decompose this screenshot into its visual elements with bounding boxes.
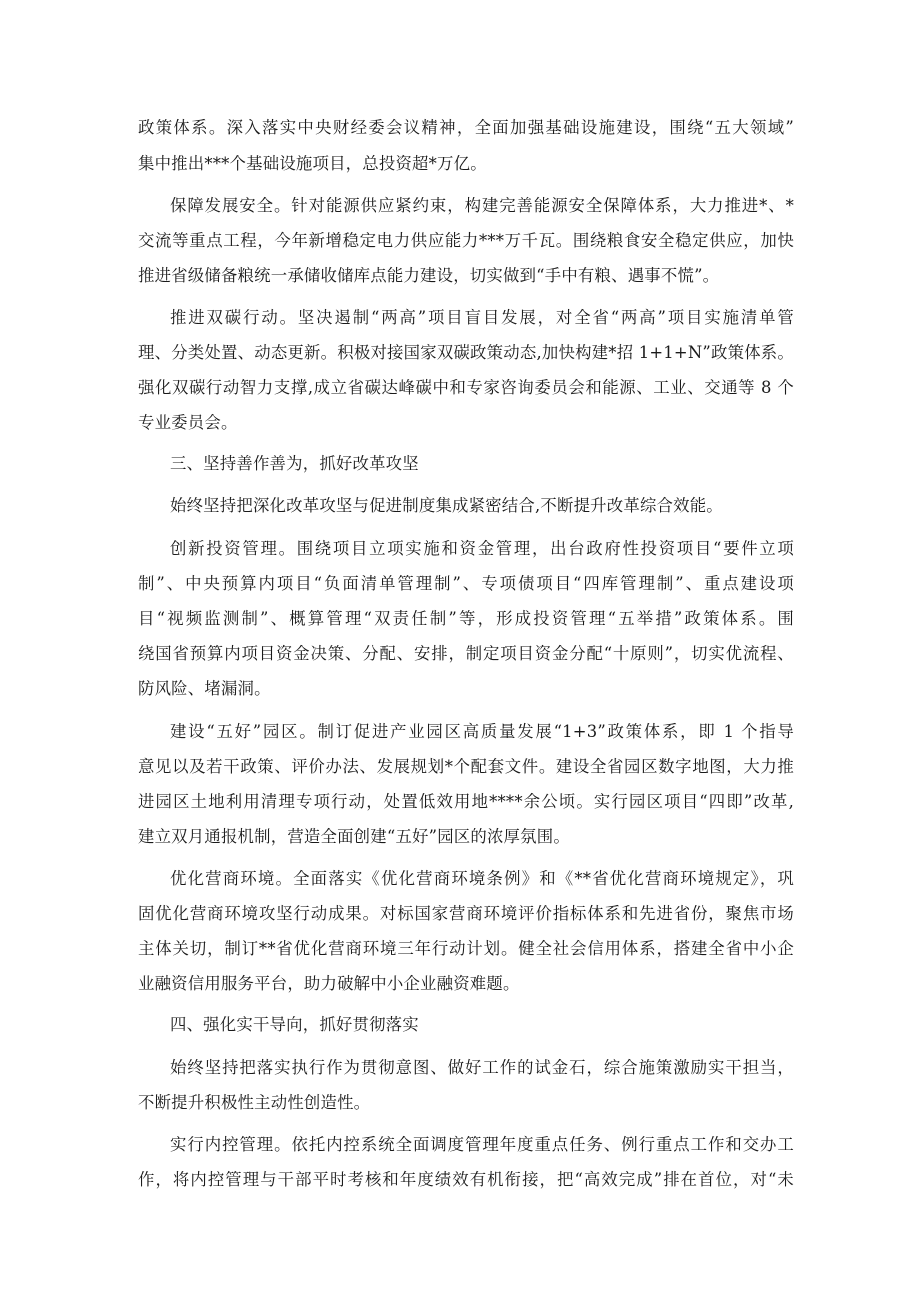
paragraph-line: 制”、中央预算内项目“负面清单管理制”、专项债项目“四库管理制”、重点建设项 [138,574,794,593]
paragraph-line: 进园区土地利用清理专项行动，处置低效用地****余公顷。实行园区项目“四即”改革, [138,792,794,811]
paragraph-line: 推进双碳行动。坚决遏制“两高”项目盲目发展，对全省“两高”项目实施清单管 [170,308,794,327]
paragraph-line: 不断提升积极性主动性创造性。 [138,1093,371,1112]
paragraph-line: 建设“五好”园区。制订促进产业园区高质量发展“1+3”政策体系，即 1 个指导 [170,722,794,741]
section-heading: 四、强化实干导向，抓好贯彻落实 [170,1015,419,1034]
paragraph-line: 业融资信用服务平台，助力破解中小企业融资难题。 [138,974,520,993]
paragraph-line: 目“视频监测制”、概算管理“双责任制”等，形成投资管理“五举措”政策体系。围 [138,609,794,628]
paragraph-line: 始终坚持把落实执行作为贯彻意图、做好工作的试金石，综合施策激励实干担当， [170,1058,794,1077]
paragraph-line: 意见以及若干政策、评价办法、发展规划*个配套文件。建设全省园区数字地图，大力推 [138,757,794,776]
paragraph-line: 集中推出***个基础设施项目，总投资超*万亿。 [138,154,487,173]
paragraph-line: 建立双月通报机制，营造全面创建“五好”园区的浓厚氛围。 [138,827,570,846]
paragraph-line: 作，将内控管理与干部平时考核和年度绩效有机衔接，把“高效完成”排在首位，对“未 [138,1170,794,1189]
paragraph-line: 主体关切，制订**省优化营商环境三年行动计划。健全社会信用体系，搭建全省中小企 [138,939,794,958]
paragraph-line: 推进省级储备粮统一承储收储库点能力建设，切实做到“手中有粮、遇事不慌”。 [138,266,720,285]
paragraph-line: 防风险、堵漏洞。 [138,679,271,698]
paragraph-line: 绕国省预算内项目资金决策、分配、安排，制定项目资金分配“十原则”，切实优流程、 [138,644,794,663]
paragraph-line: 交流等重点工程，今年新增稳定电力供应能力***万千瓦。围绕粮食安全稳定供应，加快 [138,231,794,250]
section-heading: 三、坚持善作善为，抓好改革攻坚 [170,454,419,473]
paragraph-line: 优化营商环境。全面落实《优化营商环境条例》和《**省优化营商环境规定》，巩 [170,869,794,888]
paragraph-line: 强化双碳行动智力支撑,成立省碳达峰碳中和专家咨询委员会和能源、工业、交通等 8 个 [138,378,794,397]
paragraph-line: 专业委员会。 [138,413,238,432]
paragraph-line: 创新投资管理。围绕项目立项实施和资金管理，出台政府性投资项目“要件立项 [170,539,794,558]
paragraph-line: 理、分类处置、动态更新。积极对接国家双碳政策动态,加快构建*招 1+1+N”政策体系。 [138,343,794,362]
paragraph-line: 实行内控管理。依托内控系统全面调度管理年度重点任务、例行重点工作和交办工 [170,1135,794,1154]
paragraph-line: 政策体系。深入落实中央财经委会议精神，全面加强基础设施建设，围绕“五大领域” [138,118,794,137]
paragraph-line: 保障发展安全。针对能源供应紧约束，构建完善能源安全保障体系，大力推进*、* [170,196,794,215]
paragraph-line: 固优化营商环境攻坚行动成果。对标国家营商环境评价指标体系和先进省份，聚焦市场 [138,904,794,923]
paragraph-line: 始终坚持把深化改革攻坚与促进制度集成紧密结合,不断提升改革综合效能。 [170,496,723,515]
